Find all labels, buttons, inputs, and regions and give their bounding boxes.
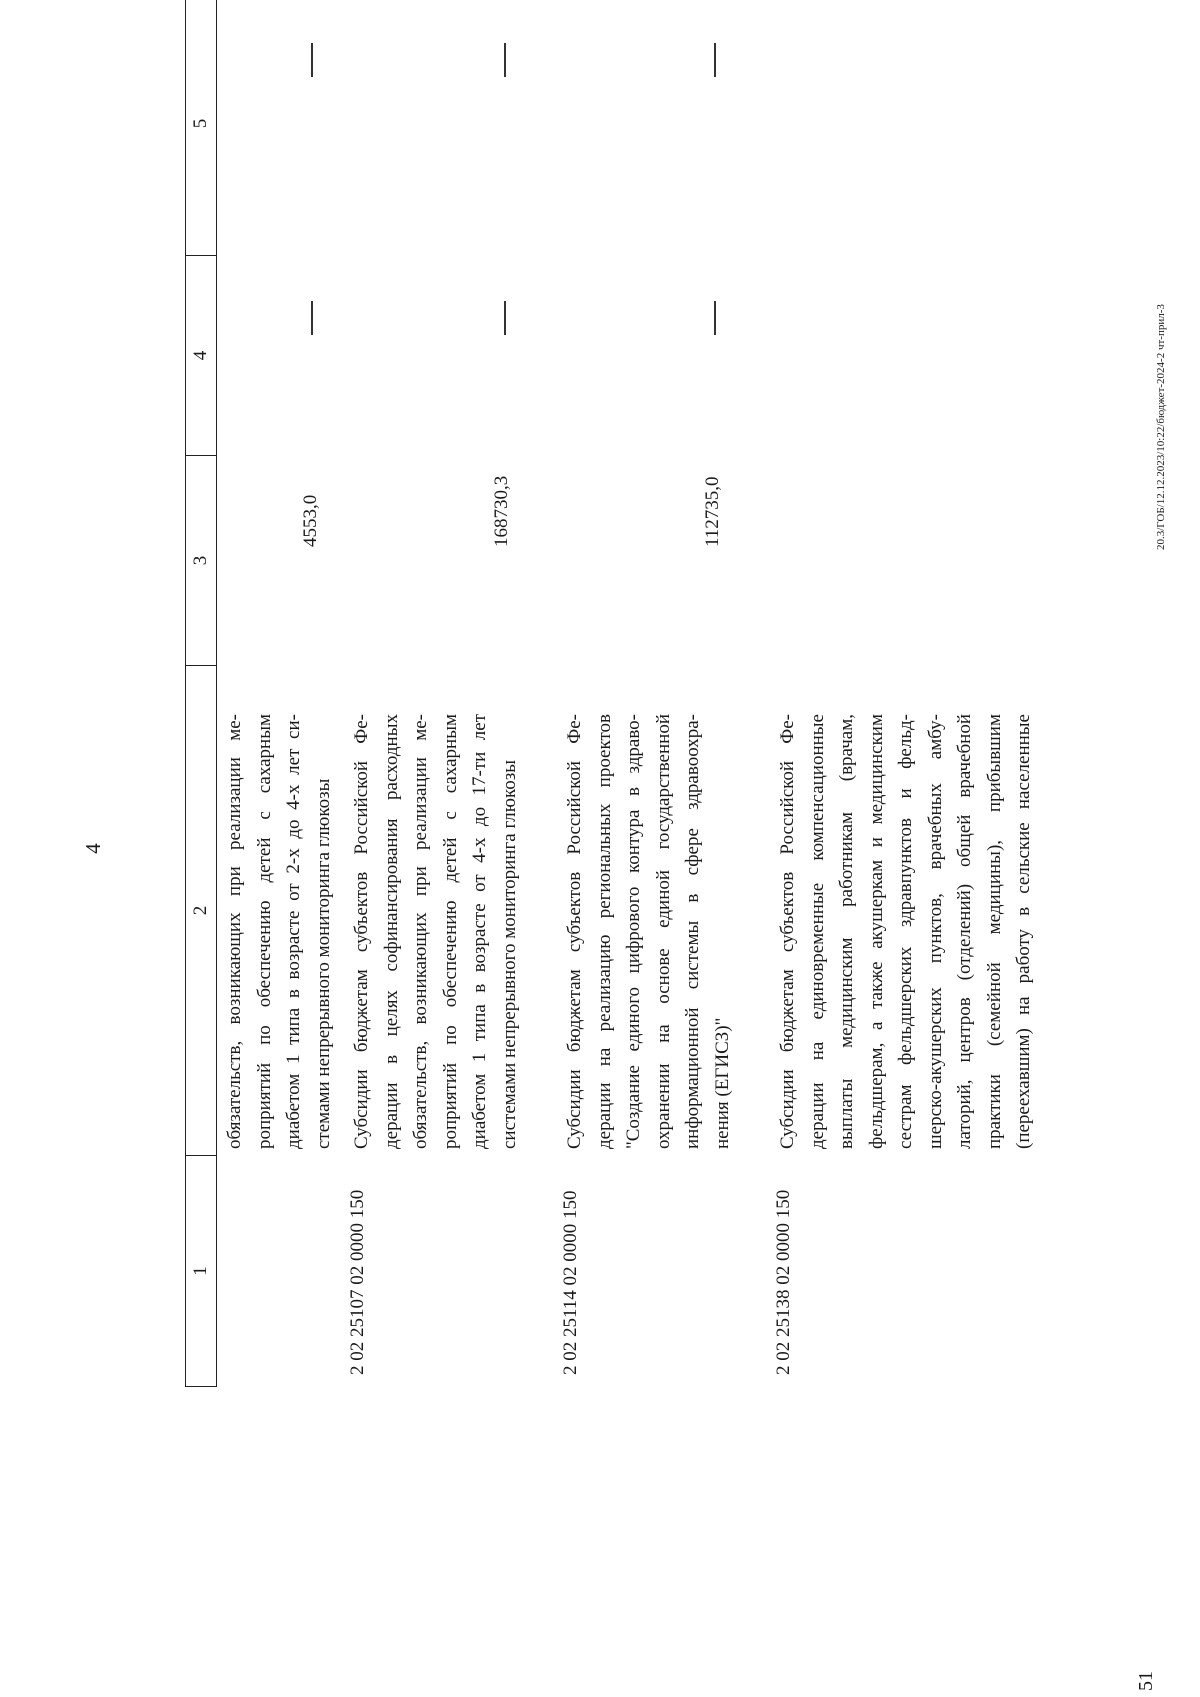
column-header-5: 5 bbox=[186, 0, 216, 256]
column-header-2: 2 bbox=[186, 666, 216, 1156]
table-row-1-amount: 168730,3 bbox=[491, 475, 512, 547]
table-row-2-col4-dash bbox=[714, 301, 716, 335]
sheet-number: 51 bbox=[1135, 1671, 1157, 1691]
table-header bbox=[185, 0, 217, 1387]
column-header-1: 1 bbox=[190, 1266, 211, 1276]
column-header-4: 4 bbox=[186, 256, 216, 456]
table-row-3-code: 2 02 25138 02 0000 150 bbox=[773, 1189, 794, 1375]
page-number: 4 bbox=[81, 843, 105, 854]
table-row-1-code: 2 02 25107 02 0000 150 bbox=[347, 1189, 368, 1375]
table-row-2-col5-dash bbox=[714, 43, 716, 77]
column-header-3: 3 bbox=[186, 456, 216, 666]
table-row-2-code: 2 02 25114 02 0000 150 bbox=[560, 1190, 581, 1375]
table-row-1-col5-dash bbox=[504, 43, 506, 77]
table-row-2-description: Субсидии бюджетам субъектов Российской Фе- дерации на реализацию региональных проектов "Создание единого цифрового контура в здраво- охранении на основе единой государственной информационной системы в сфере здравоохра- нения (ЕГИСЗ)" bbox=[564, 714, 733, 1149]
table-row-2-amount: 112735,0 bbox=[702, 476, 723, 547]
table-row-0-col5-dash bbox=[311, 43, 313, 77]
table-row-0-col4-dash bbox=[311, 301, 313, 335]
table-row-0-amount: 4553,0 bbox=[300, 494, 321, 547]
table-row-3-description: Субсидии бюджетам субъектов Российской Фе- дерации на единовременные компенсационные выплаты медицинским работникам (врачам, фельдшерам, а также акушеркам и медицинским сестрам фельдшерских здравпунктов и фельд- шерско-акушерских пунктов, врачебных амбу- латорий, центров (отделений) общей врачебной практики (семейной медицины), прибывшим (переехавшим) на работу в сельские населенные bbox=[777, 714, 1034, 1149]
footer-reference: 20.3/ГОБ/12.12.2023/10:22/бюджет-2024-2 чт-прил-3 bbox=[1155, 304, 1167, 550]
table-row-1-description: Субсидии бюджетам субъектов Российской Фе- дерации в целях софинансирования расходных обязательств, возникающих при реализации ме- роприятий по обеспечению детей с сахарным диабетом 1 типа в возрасте от 4-х до 17-ти лет системами непрерывного мониторинга глюкозы bbox=[351, 714, 520, 1149]
table-row-1-col4-dash bbox=[504, 301, 506, 335]
table-row-0-description: обязательств, возникающих при реализации ме- роприятий по обеспечению детей с сахарным диабетом 1 типа в возрасте от 2-х до 4-х лет си- стемами непрерывного мониторинга глюкозы bbox=[224, 714, 334, 1149]
